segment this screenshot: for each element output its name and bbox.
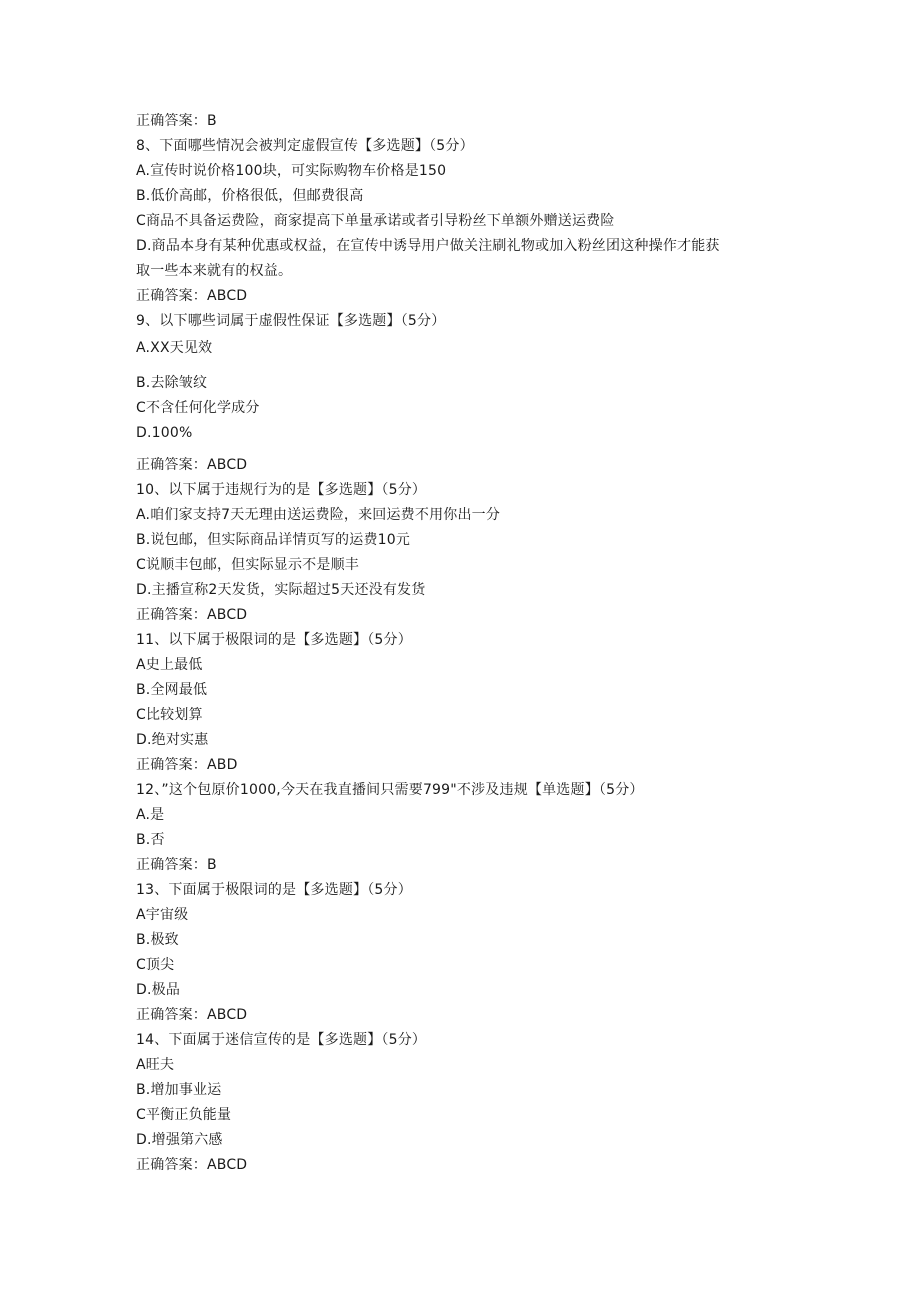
option-line: B.极致 <box>136 932 179 948</box>
option-line: B.否 <box>136 832 165 848</box>
answer-line: 正确答案：ABCD <box>136 288 248 304</box>
option-line: D.绝对实惠 <box>136 732 209 748</box>
option-line: B.去除皱纹 <box>136 375 208 391</box>
answer-line: 正确答案：ABD <box>136 757 238 773</box>
option-line: A.宣传时说价格100块，可实际购物车价格是150 <box>136 163 447 179</box>
question-line: 8、下面哪些情况会被判定虚假宣传【多选题】（5分） <box>136 138 474 154</box>
answer-line: 正确答案：ABCD <box>136 457 248 473</box>
option-line: D.主播宣称2天发货，实际超过5天还没有发货 <box>136 582 426 598</box>
option-line: A史上最低 <box>136 657 203 673</box>
option-line: D.增强第六感 <box>136 1132 223 1148</box>
question-line: 14、下面属于迷信宣传的是【多选题】（5分） <box>136 1032 427 1048</box>
option-line: D.极品 <box>136 982 181 998</box>
question-line: 9、以下哪些词属于虚假性保证【多选题】（5分） <box>136 313 446 329</box>
question-line: 13、下面属于极限词的是【多选题】（5分） <box>136 882 412 898</box>
option-line: B.说包邮，但实际商品详情页写的运费10元 <box>136 532 411 548</box>
option-line: C不含任何化学成分 <box>136 400 260 416</box>
option-line-continued: 取一些本来就有的权益。 <box>136 263 293 279</box>
option-line: B.全网最低 <box>136 682 208 698</box>
option-line: A宇宙级 <box>136 907 189 923</box>
question-line: 11、以下属于极限词的是【多选题】（5分） <box>136 632 412 648</box>
question-line: 12、”这个包原价1000,今天在我直播间只需要799"不涉及违规【单选题】（5分） <box>136 782 644 798</box>
answer-line: 正确答案：ABCD <box>136 1157 248 1173</box>
answer-line: 正确答案：B <box>136 113 217 129</box>
option-line: D.100% <box>136 425 193 441</box>
option-line: D.商品本身有某种优惠或权益，在宣传中诱导用户做关注刷礼物或加入粉丝团这种操作才能获 <box>136 238 720 254</box>
option-line: C说顺丰包邮，但实际显示不是顺丰 <box>136 557 359 573</box>
option-line: B.低价高邮，价格很低，但邮费很高 <box>136 188 364 204</box>
option-line: C商品不具备运费险，商家提高下单量承诺或者引导粉丝下单额外赠送运费险 <box>136 213 615 229</box>
option-line: A.XX天见效 <box>136 340 213 356</box>
option-line: B.增加事业运 <box>136 1082 222 1098</box>
answer-line: 正确答案：ABCD <box>136 1007 248 1023</box>
option-line: C顶尖 <box>136 957 175 973</box>
option-line: A.咱们家支持7天无理由送运费险，来回运费不用你出一分 <box>136 507 501 523</box>
option-line: C平衡正负能量 <box>136 1107 232 1123</box>
question-line: 10、以下属于违规行为的是【多选题】（5分） <box>136 482 427 498</box>
option-line: A旺夫 <box>136 1057 175 1073</box>
option-line: A.是 <box>136 807 165 823</box>
answer-line: 正确答案：ABCD <box>136 607 248 623</box>
answer-line: 正确答案：B <box>136 857 217 873</box>
option-line: C比较划算 <box>136 707 203 723</box>
